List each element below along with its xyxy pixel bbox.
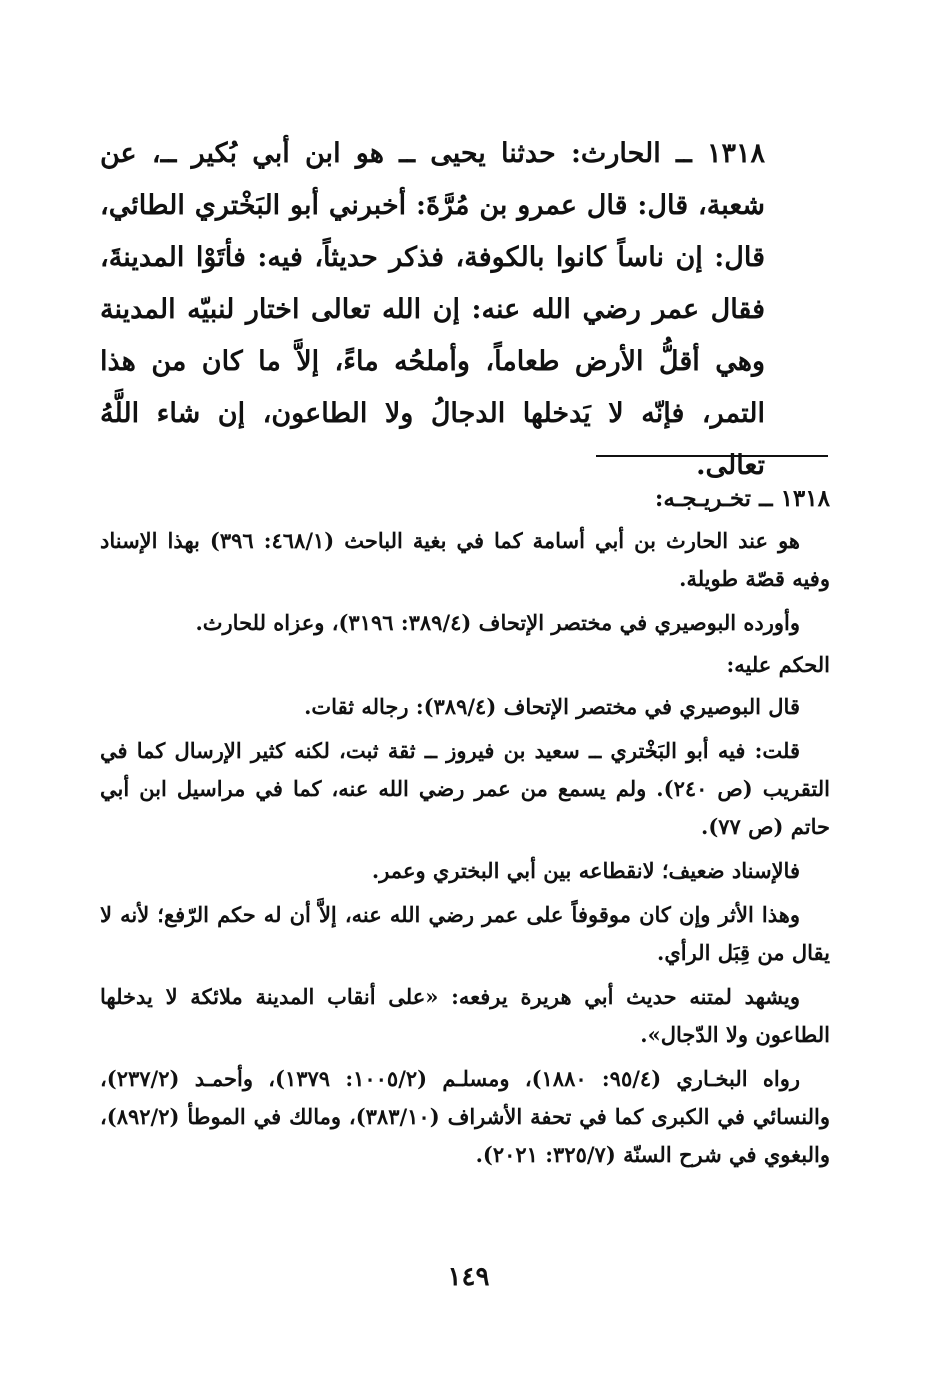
footnote-paragraph: وأورده البوصيري في مختصر الإتحاف (٣٨٩/٤: ٣١٩٦)، وعزاه للحارث. [195, 610, 800, 635]
footnote-paragraph: وهذا الأثر وإن كان موقوفاً على عمر رضي الله عنه، إلاَّ أن له حكم الرّفع؛ لأنه لا يقال من قِبَل الرأي. [100, 902, 830, 965]
ruling-heading: الحكم عليه: [726, 652, 830, 677]
footnote-separator [596, 455, 828, 457]
page-number: ١٤٩ [447, 1262, 490, 1292]
footnote-paragraph: رواه البخـاري (٩٥/٤: ١٨٨٠)، ومسلـم (١٠٠٥/٢: ١٣٧٩)، وأحمـد (٢٣٧/٢)، والنسائي في الكبرى كما في تحفة الأشراف (٣٨٣/١٠)، ومالك في الموطأ (٨٩٢/٢)، والبغوي في شرح السنّة (٣٢٥/٧: ٢٠٢١). [100, 1066, 831, 1167]
footnotes-block [100, 480, 830, 1180]
hadith-paragraph: ١٣١٨ ــ الحارث: حدثنا يحيى ــ هو ابن أبي بُكير ــ، عن شعبة، قال: قال عمرو بن مُرَّةَ: أخبرني أبو البَخْتري الطائي، قال: إن ناساً كانوا بالكوفة، فذكر حديثاً، فيه: فأتَوْا المدينةَ، فقال عمر رضي الله عنه: إن الله تعالى اختار لنبيّه المدينة وهي أقلُّ الأرض طعاماً، وأملحُه ماءً، إلاَّ ما كان من هذا التمر، فإنّه لا يَدخلها الدجالُ ولا الطاعون، إن شاء اللَّهُ تعالى. [100, 138, 765, 481]
footnote-paragraph: قلت: فيه أبو البَخْتري ــ سعيد بن فيروز ــ ثقة ثبت، لكنه كثير الإرسال كما في التقريب (ص ٢٤٠). ولم يسمع من عمر رضي الله عنه، كما في مراسيل ابن أبي حاتم (ص ٧٧). [100, 738, 830, 839]
footnote-paragraph: قال البوصيري في مختصر الإتحاف (٣٨٩/٤): رجاله ثقات. [304, 694, 800, 719]
footnote-paragraph: فالإسناد ضعيف؛ لانقطاعه بين أبي البختري وعمر. [371, 858, 800, 883]
footnote-paragraph: هو عند الحارث بن أبي أسامة كما في بغية الباحث (٤٦٨/١: ٣٩٦) بهذا الإسناد وفيه قصّة طويلة. [100, 528, 830, 591]
hadith-text-block [100, 128, 765, 492]
footnote-paragraph: ويشهد لمتنه حديث أبي هريرة يرفعه: «على أنقاب المدينة ملائكة لا يدخلها الطاعون ولا الدّجال». [100, 984, 830, 1047]
takhrij-heading: ١٣١٨ ــ تخـريـجـه: [654, 485, 830, 512]
